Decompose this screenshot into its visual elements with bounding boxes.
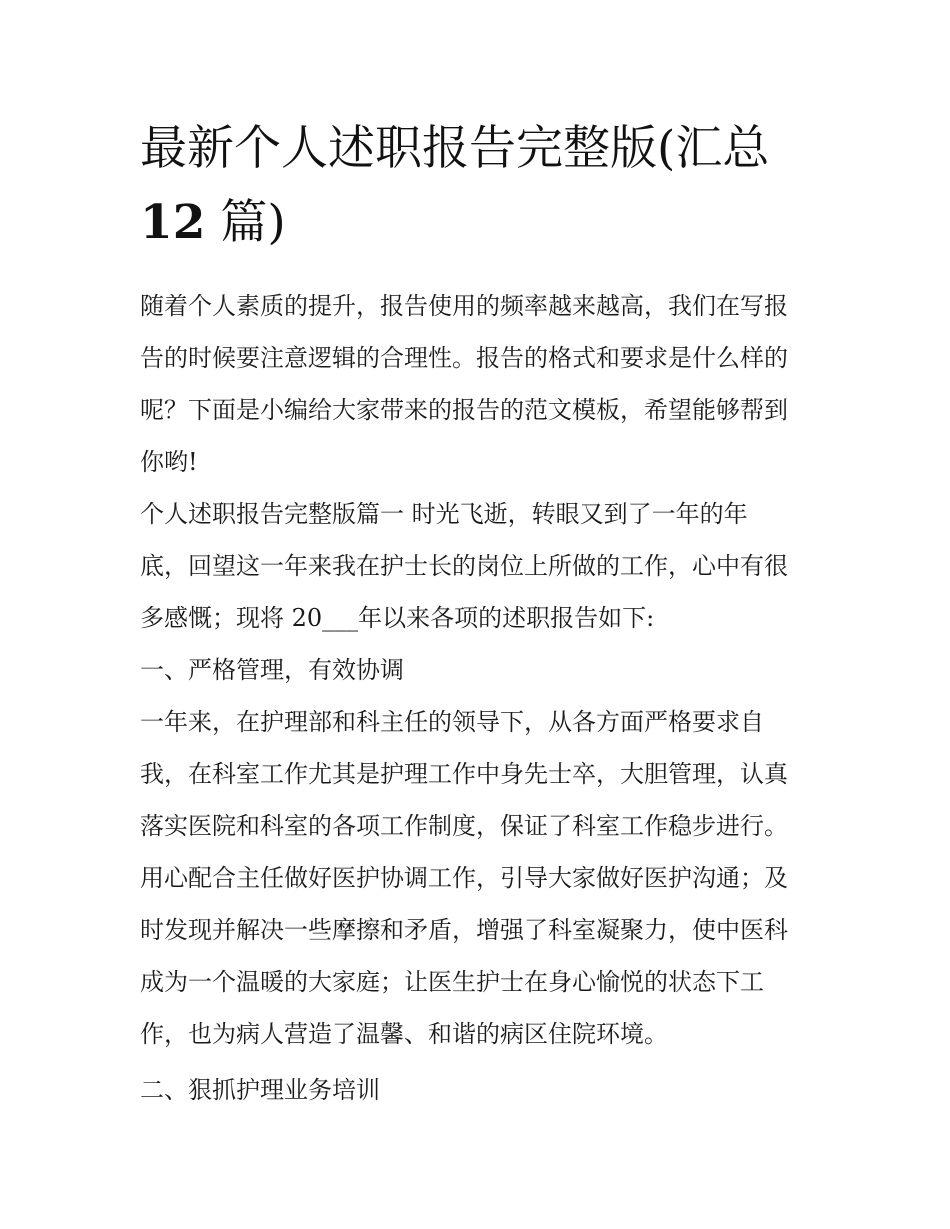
- text-line: 我，在科室工作尤其是护理工作中身先士卒，大胆管理，认真: [140, 760, 788, 788]
- text-line: 你哟!: [140, 448, 198, 476]
- title-text-part2: 篇): [205, 195, 286, 250]
- text-line: 作，也为病人营造了温馨、和谐的病区住院环境。: [140, 1020, 668, 1048]
- text-line: 告的时候要注意逻辑的合理性。报告的格式和要求是什么样的: [140, 344, 788, 372]
- text-line: 成为一个温暖的大家庭；让医生护士在身心愉悦的状态下工: [140, 968, 764, 996]
- document-title: [140, 112, 820, 260]
- text-line: 个人述职报告完整版篇一 时光飞逝，转眼又到了一年的年: [140, 500, 748, 528]
- text-line: 呢？下面是小编给大家带来的报告的范文模板，希望能够帮到: [140, 396, 788, 424]
- section1-paragraph: [140, 696, 820, 1060]
- text-line: 落实医院和科室的各项工作制度，保证了科室工作稳步进行。: [140, 812, 788, 840]
- section-heading-2: 二、狠抓护理业务培训: [140, 1076, 380, 1104]
- opening-paragraph: [140, 488, 820, 644]
- text-line: 用心配合主任做好医护协调工作，引导大家做好医护沟通；及: [140, 864, 788, 892]
- text-line: 随着个人素质的提升，报告使用的频率越来越高，我们在写报: [140, 292, 788, 320]
- title-text-part1: 最新个人述职报告完整版(汇总: [140, 121, 770, 176]
- intro-paragraph: [140, 280, 820, 488]
- section-heading-1: 一、严格管理，有效协调: [140, 656, 404, 684]
- title-number: 12: [140, 195, 206, 250]
- text-line: 多感慨；现将 20___年以来各项的述职报告如下:: [140, 604, 655, 632]
- document-body: [140, 280, 820, 1116]
- text-line: 时发现并解决一些摩擦和矛盾，增强了科室凝聚力，使中医科: [140, 916, 788, 944]
- text-line: 底，回望这一年来我在护士长的岗位上所做的工作，心中有很: [140, 552, 788, 580]
- text-line: 一年来，在护理部和科主任的领导下，从各方面严格要求自: [140, 708, 764, 736]
